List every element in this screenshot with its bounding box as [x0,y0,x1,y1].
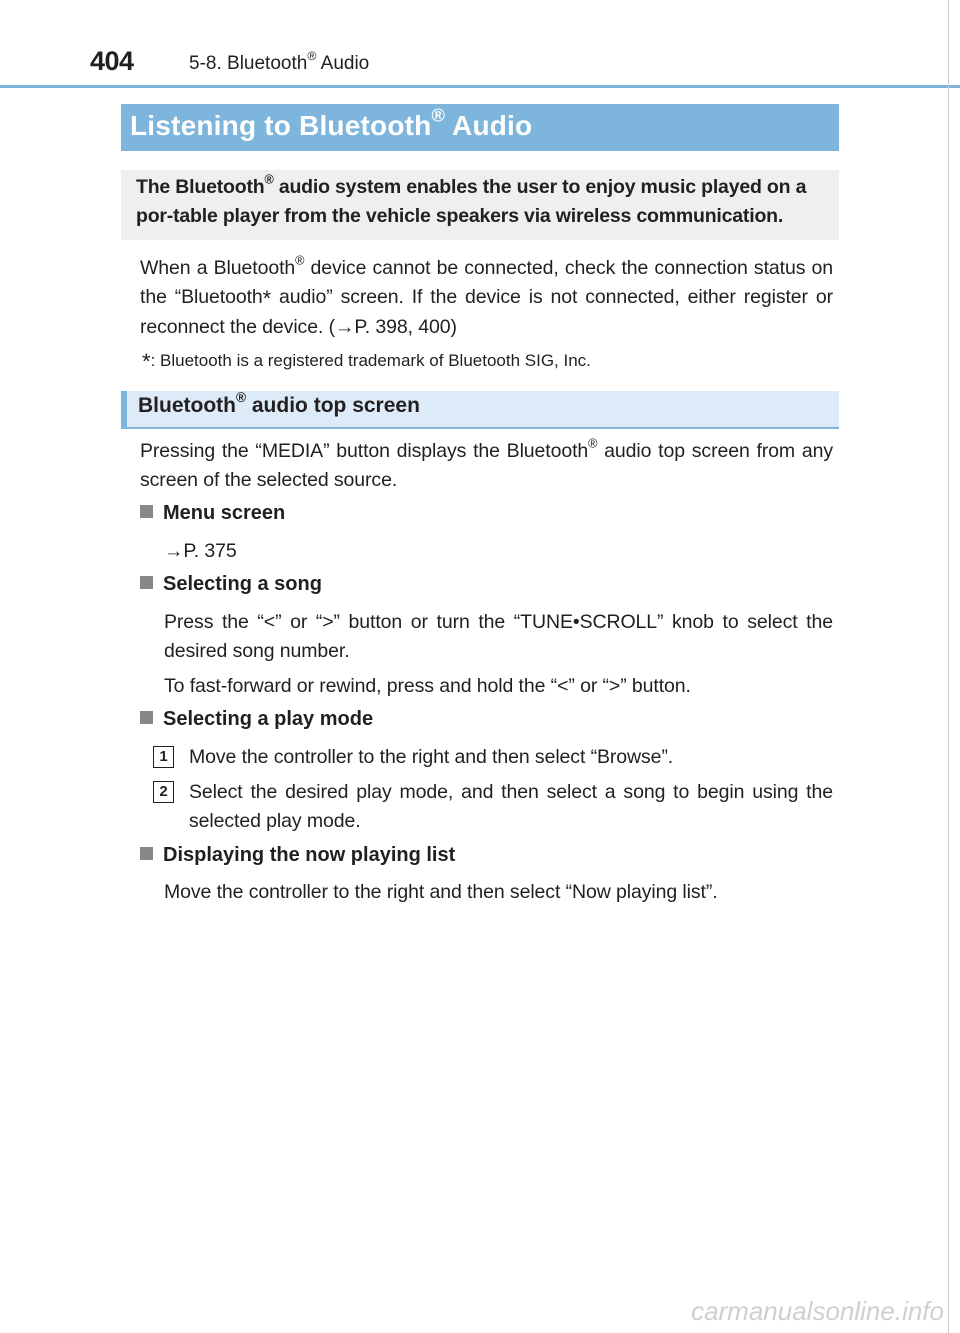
registered-mark: ® [235,389,247,405]
note-part3: audio” screen. If the device is not connected, either register or reconnect the device. ( [140,286,833,338]
page-title [130,105,533,142]
section-intro-part1: Pressing the “MEDIA” button displays the Bluetooth [140,440,589,462]
intro-box [121,170,839,240]
chapter-suffix: Audio [316,53,370,74]
registered-mark: ® [588,436,598,451]
title-prefix: Listening to Bluetooth [130,110,432,141]
section-accent [121,391,127,427]
section-title [138,389,420,418]
intro-part2: audio system enables the user to enjoy music played on a por-table player from the vehicle speakers via wireless communication. [136,176,807,227]
registered-mark: ® [307,48,317,63]
section-suffix: audio top screen [246,394,420,417]
selecting-song-text: Press the “<” or “>” button or turn the “TUNE•SCROLL” knob to select the desired song number. [164,611,833,662]
now-playing-text: Move the controller to the right and then select “Now playing list”. [164,881,718,903]
subheading-text: Selecting a play mode [163,708,374,730]
fast-forward-text: To fast-forward or rewind, press and hold the “<” or “>” button. [164,675,691,697]
arrow-icon: → [334,316,355,338]
square-bullet-icon [140,576,153,589]
connection-note [140,254,833,342]
registered-mark: ® [264,172,274,187]
square-bullet-icon [140,711,153,724]
asterisk-mark: * [142,349,151,374]
footnote-text: : Bluetooth is a registered trademark of Bluetooth SIG, Inc. [150,351,591,370]
subheading-text: Selecting a song [163,573,322,595]
step-text: Select the desired play mode, and then select a song to begin using the selected play mode. [189,781,833,832]
note-part1: When a Bluetooth [140,257,296,279]
subheading-text: Displaying the now playing list [163,844,456,866]
header-rule [0,85,960,88]
square-bullet-icon [140,505,153,518]
section-intro-part2: audio top screen from any screen of the selected source. [140,440,833,491]
square-bullet-icon [140,847,153,860]
asterisk-mark: * [262,286,272,311]
chapter-prefix: 5-8. Bluetooth [189,53,308,74]
step-number-badge: 2 [153,781,174,803]
subheading-text: Menu screen [163,502,286,524]
subheading-now-playing [140,844,455,867]
subheading-selecting-song [140,573,322,596]
intro-part1: The Bluetooth [136,176,265,198]
trademark-footnote [142,349,591,375]
section-prefix: Bluetooth [138,394,236,417]
menu-screen-reference [164,537,237,566]
subheading-play-mode [140,708,373,731]
subheading-menu-screen [140,502,285,525]
note-part2: device cannot be connected, check the connection status on the “Bluetooth [140,257,834,308]
section-header [121,391,839,429]
step-text: Move the controller to the right and then select “Browse”. [189,746,674,768]
registered-mark: ® [295,253,305,268]
title-suffix: Audio [445,110,533,141]
registered-mark: ® [431,105,446,126]
page-reference: P. 398, 400) [354,316,457,338]
page-number: 404 [90,46,134,76]
arrow-icon: → [164,540,184,562]
page-reference: P. 375 [183,540,237,562]
chapter-heading [189,48,370,75]
title-banner [121,104,839,151]
intro-text [136,173,828,231]
step-number-badge: 1 [153,746,174,768]
page-edge-line [948,0,949,1333]
section-intro [140,437,833,495]
watermark: carmanualsonline.info [691,1296,944,1326]
